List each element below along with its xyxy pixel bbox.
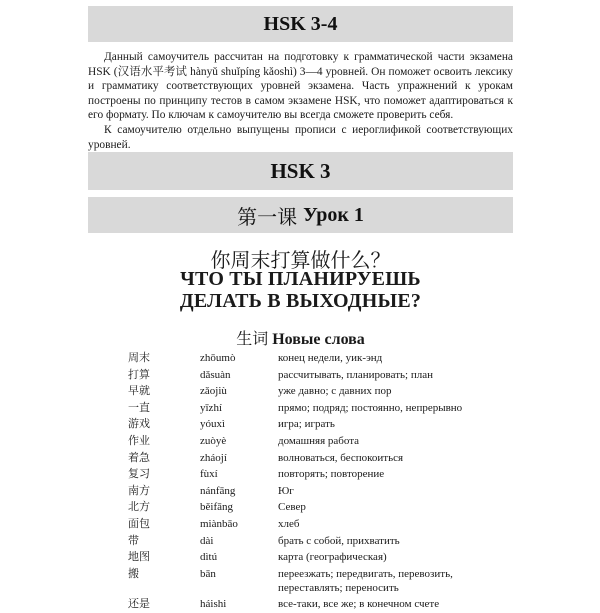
vocab-row [128, 368, 518, 385]
vocab-translation: повторять; повторение [278, 468, 385, 481]
vocab-row [128, 597, 518, 613]
vocab-hanzi: 面包 [128, 517, 150, 530]
vocab-row [128, 417, 518, 434]
vocab-hanzi: 南方 [128, 484, 150, 497]
vocab-row [128, 534, 518, 551]
vocab-hanzi: 还是 [128, 597, 150, 610]
vocab-translation: хлеб [278, 517, 300, 530]
vocab-translation: Север [278, 501, 306, 514]
vocab-heading [88, 326, 513, 349]
vocab-pinyin: zháojí [200, 451, 227, 464]
lesson-title-cn: 你周末打算做什么？ [210, 250, 391, 272]
vocab-translation: игра; играть [278, 418, 335, 431]
intro-paragraph-1: Данный самоучитель рассчитан на подготовку к грамматической части экзамена HSK (汉语水平考试 hànyǔ shuǐpíng kǎoshì) 3—4 уровней. Он поможет освоить лексику и грамматику соответствующих уровней экзамена. Часть упражнений к урокам построены по принципу тестов в самом экзамене HSK, что поможет адаптироваться к его формату. По ключам к самоучителю вы всегда сможете проверить себя. [88, 51, 513, 122]
vocab-hanzi: 复习 [128, 468, 150, 481]
vocab-translation: переезжать; передвигать, перевозить, переставлять; переносить [278, 567, 453, 594]
vocab-hanzi: 着急 [128, 451, 150, 464]
vocab-hanzi: 打算 [128, 368, 150, 381]
vocab-pinyin: yóuxì [200, 418, 226, 431]
vocab-heading-ru: Новые слова [272, 331, 365, 348]
lesson-label-ru: Урок 1 [303, 203, 364, 226]
vocab-translation: Юг [278, 484, 294, 497]
vocab-row [128, 384, 518, 401]
vocab-row [128, 451, 518, 468]
vocab-pinyin: fùxí [200, 468, 218, 481]
vocab-hanzi: 作业 [128, 434, 150, 447]
vocab-row [128, 467, 518, 484]
vocab-pinyin: bān [200, 567, 216, 580]
vocab-pinyin: yīzhí [200, 401, 222, 414]
lesson-title-ru-line2: ДЕЛАТЬ В ВЫХОДНЫЕ? [179, 290, 422, 312]
vocab-row [128, 567, 518, 597]
vocab-translation: прямо; подряд; постоянно, непрерывно [278, 401, 463, 414]
level-title: HSK 3 [270, 158, 331, 183]
vocab-hanzi: 搬 [128, 567, 139, 580]
vocab-row [128, 484, 518, 501]
vocab-pinyin: zhōumò [200, 352, 236, 364]
vocab-hanzi: 北方 [128, 501, 150, 514]
vocab-hanzi: 一直 [128, 401, 150, 414]
header-title: HSK 3-4 [263, 12, 338, 35]
vocab-row [128, 500, 518, 517]
vocab-pinyin: zuòyè [200, 434, 227, 447]
vocab-row [128, 401, 518, 418]
vocab-pinyin: zǎojiù [200, 385, 227, 398]
vocab-translation: карта (географическая) [278, 551, 387, 564]
vocab-translation: все-таки, все же; в конечном счете [278, 597, 440, 610]
vocab-hanzi: 早就 [128, 385, 150, 398]
vocab-pinyin: miànbāo [200, 517, 238, 530]
vocab-translation: домашняя работа [278, 434, 360, 447]
vocab-heading-cn: 生词 [236, 331, 269, 348]
lesson-title-ru-line1: ЧТО ТЫ ПЛАНИРУЕШЬ [180, 268, 421, 290]
vocab-pinyin: běifāng [200, 501, 233, 514]
vocab-row [128, 550, 518, 567]
vocab-hanzi: 周末 [128, 352, 150, 364]
intro-paragraph-2: К самоучителю отдельно выпущены прописи с иероглификой соответствующих уровней. [88, 123, 513, 151]
vocab-row [128, 434, 518, 451]
vocab-pinyin: nánfāng [200, 484, 236, 497]
vocab-pinyin: dìtú [200, 551, 218, 564]
vocab-translation: волноваться, беспокоиться [278, 451, 404, 464]
vocab-translation: уже давно; с давних пор [278, 385, 392, 398]
vocab-row [128, 351, 518, 368]
lesson-label-cn: 第一课 [237, 206, 298, 229]
vocab-hanzi: 地图 [128, 551, 150, 564]
vocab-translation: конец недели, уик-энд [278, 352, 383, 364]
vocab-hanzi: 游戏 [128, 418, 150, 431]
vocab-translation: рассчитывать, планировать; план [278, 368, 433, 381]
level-band [88, 152, 513, 190]
vocab-pinyin: dài [200, 534, 214, 547]
vocab-translation: брать с собой, прихватить [278, 534, 400, 547]
vocab-list [128, 351, 518, 613]
lesson-band [88, 197, 513, 233]
vocab-pinyin: háishi [200, 597, 227, 610]
intro-text [88, 50, 513, 152]
header-band [88, 6, 513, 42]
vocab-hanzi: 带 [128, 534, 139, 547]
vocab-pinyin: dǎsuàn [200, 368, 231, 381]
vocab-row [128, 517, 518, 534]
